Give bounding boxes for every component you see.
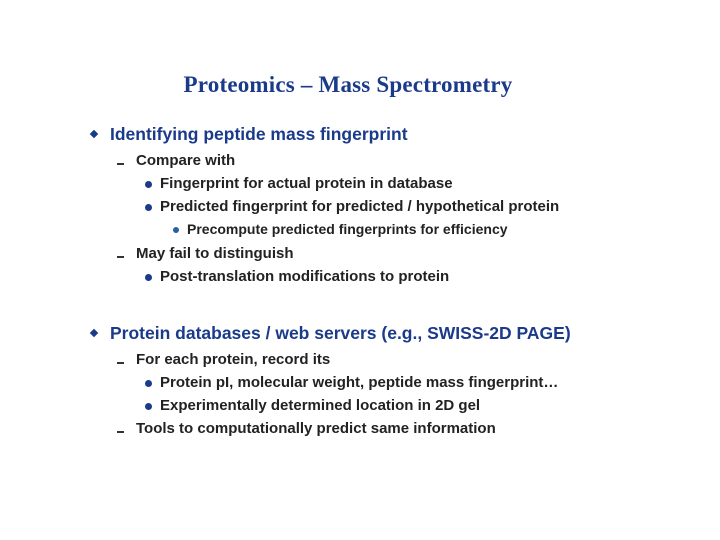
dash-bullet-icon [117, 163, 124, 165]
dot-bullet-icon [145, 403, 152, 410]
bullet-level3: Post-translation modifications to protein [160, 268, 450, 285]
dash-bullet-icon [117, 256, 124, 258]
slide-title: Proteomics – Mass Spectrometry [183, 72, 513, 97]
dot-bullet-icon [145, 181, 152, 188]
bullet-level4: Precompute predicted fingerprints for efficiency [187, 221, 508, 237]
bullet-level2: Tools to computationally predict same information [136, 420, 496, 437]
bullet-level3: Experimentally determined location in 2D gel [160, 397, 481, 414]
bullet-level2: Compare with [136, 152, 236, 169]
bullet-level2: May fail to distinguish [136, 245, 294, 262]
bullet-level2: For each protein, record its [136, 351, 331, 368]
dash-bullet-icon [117, 362, 124, 364]
dot-bullet-icon [145, 204, 152, 211]
bullet-level1: Protein databases / web servers (e.g., SWISS-2D PAGE) [110, 323, 571, 343]
bullet-level3: Predicted fingerprint for predicted / hypothetical protein [160, 198, 560, 215]
dot-bullet-icon [145, 380, 152, 387]
diamond-bullet-icon [90, 130, 98, 138]
dash-bullet-icon [117, 431, 124, 433]
diamond-bullet-icon [90, 329, 98, 337]
bullet-level3: Fingerprint for actual protein in database [160, 175, 453, 192]
dot-bullet-icon [145, 274, 152, 281]
bullet-level3: Protein pI, molecular weight, peptide mass fingerprint… [160, 374, 559, 391]
dot-bullet-icon [173, 227, 179, 233]
bullet-level1: Identifying peptide mass fingerprint [110, 124, 408, 144]
